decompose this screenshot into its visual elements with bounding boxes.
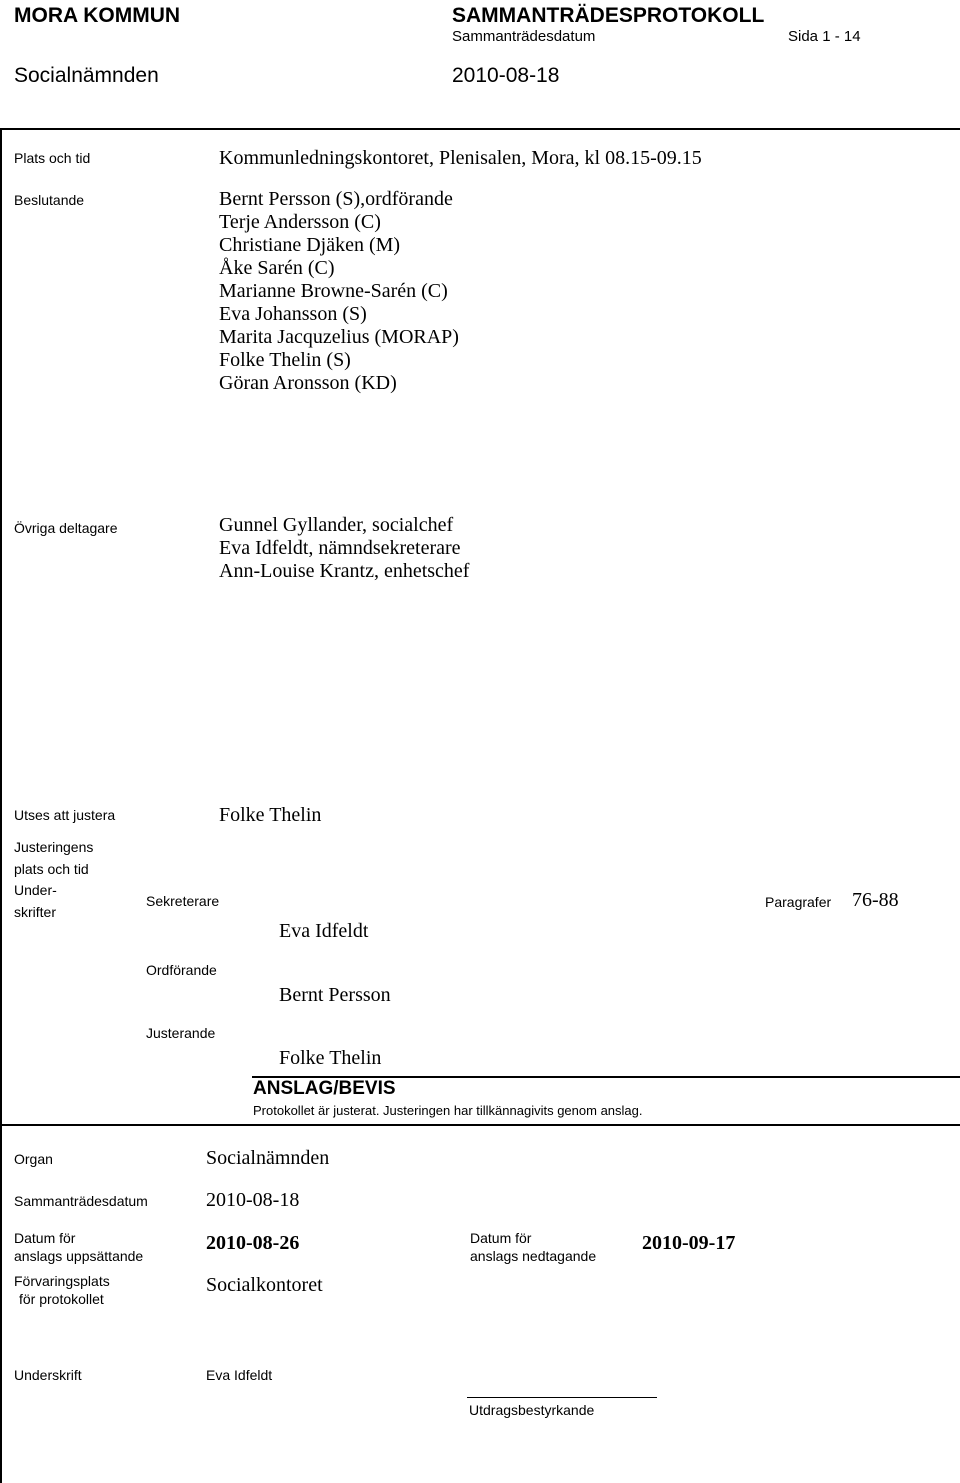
left-border: [0, 130, 2, 1483]
notice-bottom-divider: [0, 1124, 960, 1126]
organ-label: Organ: [14, 1151, 53, 1167]
adjusting-label: Justerande: [146, 1025, 216, 1041]
meeting-date: 2010-08-18: [452, 64, 560, 87]
notice-signature-label: Underskrift: [14, 1367, 82, 1383]
deciding-member: Åke Sarén (C): [219, 257, 335, 279]
deciding-label: Beslutande: [14, 192, 85, 208]
place-value: Kommunledningskontoret, Plenisalen, Mora, kl 08.15-09.15: [219, 147, 702, 169]
secretary-name: Eva Idfeldt: [279, 920, 369, 942]
adjuster-label: Utses att justera: [14, 807, 116, 823]
adjusting-name: Folke Thelin: [279, 1047, 382, 1069]
signatures-label: Under-: [14, 882, 57, 898]
notice-date-value: 2010-08-18: [206, 1189, 300, 1211]
deciding-member: Bernt Persson (S),ordförande: [219, 188, 453, 210]
other-participant: Ann-Louise Krantz, enhetschef: [219, 560, 470, 582]
deciding-member: Göran Aronsson (KD): [219, 372, 397, 394]
committee-name: Socialnämnden: [14, 64, 159, 87]
adjust-time-label: plats och tid: [14, 861, 89, 877]
storage-label: Förvaringsplats: [14, 1273, 110, 1289]
storage-value: Socialkontoret: [206, 1274, 323, 1296]
deciding-member: Folke Thelin (S): [219, 349, 351, 371]
header-date-label: Sammanträdesdatum: [452, 28, 596, 45]
deciding-member: Eva Johansson (S): [219, 303, 367, 325]
removed-label: Datum för: [470, 1230, 532, 1246]
deciding-member: Marianne Browne-Sarén (C): [219, 280, 448, 302]
deciding-member: Christiane Djäken (M): [219, 234, 401, 256]
deciding-member: Marita Jacquzelius (MORAP): [219, 326, 459, 348]
header-divider: [0, 128, 960, 130]
notice-signature-name: Eva Idfeldt: [206, 1367, 273, 1383]
page-number: Sida 1 - 14: [788, 28, 861, 45]
others-label: Övriga deltagare: [14, 520, 118, 536]
notice-text: Protokollet är justerat. Justeringen har tillkännagivits genom anslag.: [253, 1103, 643, 1118]
municipality-name: MORA KOMMUN: [14, 4, 181, 27]
other-participant: Eva Idfeldt, nämndsekreterare: [219, 537, 461, 559]
signatures-label-cont: skrifter: [14, 904, 56, 920]
deciding-members-list: [219, 188, 459, 395]
place-label: Plats och tid: [14, 150, 91, 166]
notice-date-label: Sammanträdesdatum: [14, 1193, 148, 1209]
other-participants-list: [219, 514, 469, 583]
extract-signature-line: [467, 1397, 657, 1398]
deciding-member: Terje Andersson (C): [219, 211, 381, 233]
adjust-place-label: Justeringens: [14, 839, 94, 855]
removed-label-cont: anslags nedtagande: [470, 1248, 597, 1264]
paragraphs-value: 76-88: [852, 889, 899, 911]
organ-value: Socialnämnden: [206, 1147, 330, 1169]
adjuster-name: Folke Thelin: [219, 804, 322, 826]
secretary-label: Sekreterare: [146, 893, 220, 909]
extract-label: Utdragsbestyrkande: [469, 1402, 595, 1418]
posted-label-cont: anslags uppsättande: [14, 1248, 144, 1264]
removed-date: 2010-09-17: [642, 1232, 736, 1254]
posted-label: Datum för: [14, 1230, 76, 1246]
posted-date: 2010-08-26: [206, 1232, 300, 1254]
document-type: SAMMANTRÄDESPROTOKOLL: [452, 4, 765, 27]
chair-label: Ordförande: [146, 962, 217, 978]
other-participant: Gunnel Gyllander, socialchef: [219, 514, 454, 536]
notice-title: ANSLAG/BEVIS: [253, 1078, 396, 1099]
storage-label-cont: för protokollet: [19, 1291, 104, 1307]
paragraphs-label: Paragrafer: [765, 894, 832, 910]
chair-name: Bernt Persson: [279, 984, 391, 1006]
